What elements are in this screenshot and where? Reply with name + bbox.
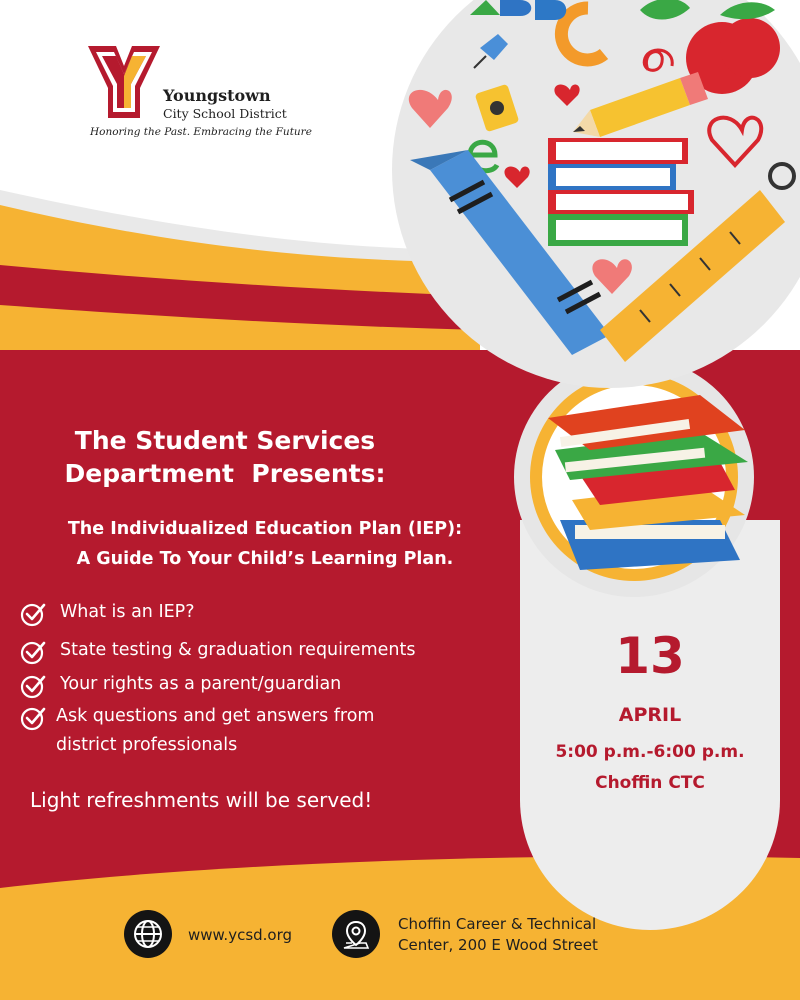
refreshments-note: Light refreshments will be served! [30, 788, 373, 812]
globe-icon [124, 910, 172, 958]
check-circle-icon [20, 639, 46, 665]
event-title-line-2: A Guide To Your Child’s Learning Plan. [76, 549, 454, 569]
agenda-item-text: What is an IEP? [60, 602, 195, 622]
letter-c-icon [561, 8, 604, 60]
presenter-heading [30, 424, 420, 490]
address-line-1: Choffin Career & Technical [398, 915, 597, 933]
letter-b-icon [500, 0, 531, 16]
presenter-line-1: The Student Services [74, 426, 376, 455]
website-link[interactable]: www.ycsd.org [188, 926, 293, 944]
event-location: Choffin CTC [595, 773, 705, 793]
district-tagline: Honoring the Past. Embracing the Future [90, 126, 312, 138]
heart-icon [554, 85, 579, 106]
heart-icon [409, 90, 452, 128]
y-logo-mark [86, 44, 162, 120]
agenda-item-text: State testing & graduation requirements [60, 640, 416, 660]
check-circle-icon [20, 705, 46, 731]
book-stack-icon [548, 138, 694, 246]
agenda-item-text: Your rights as a parent/guardian [60, 674, 342, 694]
letter-d-icon [535, 0, 566, 20]
event-day: 13 [615, 627, 685, 685]
map-pin-icon [332, 910, 380, 958]
pencil-icon [573, 72, 708, 137]
stacked-books-icon [548, 395, 748, 570]
push-pin-icon [474, 34, 508, 68]
district-subname: City School District [163, 106, 287, 121]
presenter-line-2: Department Presents: [64, 459, 386, 488]
agenda-item-text: district professionals [56, 735, 238, 755]
check-circle-icon [20, 673, 46, 699]
swirl-icon [644, 50, 672, 70]
sharpener-icon [475, 84, 520, 133]
address [398, 914, 598, 956]
district-name: Youngstown [163, 86, 271, 105]
heart-icon [592, 259, 632, 294]
heart-icon [504, 167, 529, 188]
event-month: APRIL [618, 704, 682, 726]
address-line-2: Center, 200 E Wood Street [398, 936, 598, 954]
event-title-line-1: The Individualized Education Plan (IEP): [67, 519, 463, 539]
heart-outline-icon [709, 118, 761, 165]
event-title [16, 514, 514, 574]
event-time: 5:00 p.m.-6:00 p.m. [555, 742, 745, 762]
scissors-icon [770, 164, 794, 188]
district-logo [86, 44, 316, 144]
letter-a-icon [470, 0, 500, 15]
agenda-item-text: Ask questions and get answers from [56, 706, 375, 726]
check-circle-icon [20, 601, 46, 627]
leaf-icon [640, 0, 690, 20]
